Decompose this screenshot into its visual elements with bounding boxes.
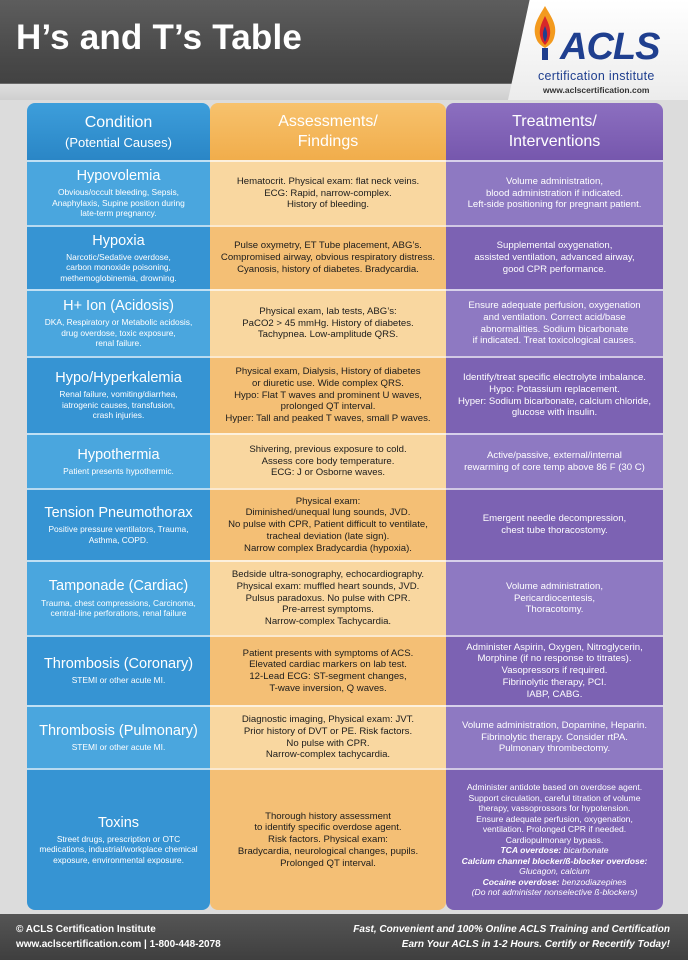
treatment-cell: [446, 635, 663, 705]
assessment-cell: [210, 160, 446, 225]
condition-description: [53, 389, 183, 421]
assessment-cell: [210, 289, 446, 356]
assessment-line: No pulse with CPR.: [286, 737, 370, 749]
assessment-line: PaCO2 > 45 mmHg. History of diabetes.: [242, 317, 414, 329]
treatment-line: if indicated. Treat toxicological causes.: [472, 335, 637, 347]
treatment-line: Fibrinolytic therapy, PCI.: [502, 676, 607, 688]
condition-column: [27, 103, 210, 910]
treatment-cell: [446, 488, 663, 560]
condition-description-line: Obvious/occult bleeding, Sepsis,: [57, 187, 180, 198]
condition-description-line: medications, industrial/workplace chemical: [39, 844, 198, 855]
treatment-antidote-line: [500, 845, 608, 855]
footer-copyright: © ACLS Certification Institute: [16, 924, 156, 935]
treatment-line: Thoracotomy.: [525, 604, 584, 616]
condition-description-line: Narcotic/Sedative overdose,: [66, 251, 171, 262]
condition-description-line: crash injuries.: [92, 410, 145, 421]
treatment-line: chest tube thoracostomy.: [501, 525, 608, 536]
assessment-line: Patient presents with symptoms of ACS.: [242, 647, 414, 659]
assessment-line: Prolonged QT interval.: [280, 857, 376, 869]
treatment-line: therapy, vassoprossors for hypotension.: [478, 803, 631, 814]
assessment-line: Pre-arrest symptoms.: [282, 604, 374, 616]
treatment-line: Emergent needle decompression,: [482, 513, 627, 525]
treatment-line: Volume administration, Dopamine, Heparin.: [461, 719, 648, 731]
condition-description-line: carbon monoxide poisoning,: [66, 262, 171, 273]
treatments-column: [446, 103, 663, 910]
assessment-line: Compromised airway, obvious respiratory distress.: [220, 252, 436, 264]
treatment-line: Ensure adequate perfusion, oxygenation,: [476, 813, 633, 824]
treatment-line: Cardiopulmonary bypass.: [505, 834, 604, 845]
footer-tagline-1: Fast, Convenient and 100% Online ACLS Training and Certification: [353, 924, 670, 935]
assessment-line: Hematocrit. Physical exam: flat neck veins.: [236, 175, 420, 187]
condition-name: Hypothermia: [77, 446, 160, 463]
assessment-line: Elevated cardiac markers on lab test.: [249, 659, 407, 671]
assessments-header-title: Assessments/: [278, 113, 378, 130]
treatments-header-title-2: Interventions: [508, 133, 601, 150]
condition-description: [39, 317, 199, 349]
condition-description: [66, 675, 172, 686]
treatment-cell: [446, 160, 663, 225]
assessment-line: 12-Lead ECG: ST-segment changes,: [249, 671, 407, 682]
treatments-header-title: Treatments/: [512, 113, 597, 130]
footer-contact: www.aclscertification.com | 1-800-448-2078: [16, 939, 221, 950]
treatment-cell: [446, 289, 663, 356]
treatment-line: Volume administration,: [505, 175, 604, 187]
condition-description-line: iatrogenic causes, transfusion,: [61, 399, 176, 410]
assessment-line: Diagnostic imaging, Physical exam: JVT.: [241, 714, 415, 726]
assessment-line: History of bleeding.: [286, 199, 370, 211]
treatment-cell: [446, 768, 663, 910]
treatment-cell: [446, 560, 663, 635]
assessment-line: Narrow-complex Tachycardia.: [264, 616, 392, 628]
flame-torch-icon: [528, 4, 562, 62]
treatment-cell: [446, 225, 663, 289]
assessment-cell: [210, 705, 446, 768]
assessment-cell: [210, 560, 446, 635]
condition-description: [54, 252, 182, 284]
assessment-cell: [210, 488, 446, 560]
treatment-antidote-label: Calcium channel blocker/ß-blocker overdose:: [461, 855, 648, 866]
condition-cell: [27, 560, 210, 635]
assessment-line: Physical exam, Dialysis, History of diabetes: [235, 366, 421, 378]
treatment-antidote-value: Glucagon, calcium: [519, 866, 590, 877]
assessments-header-title-2: Findings: [297, 133, 359, 150]
logo-url: www.aclscertification.com: [543, 85, 650, 95]
condition-cell: [27, 289, 210, 356]
condition-name: Hypoxia: [92, 232, 145, 249]
treatment-line: and ventilation. Correct acid/base: [483, 311, 626, 323]
condition-cell: [27, 768, 210, 910]
condition-description-line: Renal failure, vomiting/diarrhea,: [59, 389, 178, 400]
condition-name: Tamponade (Cardiac): [48, 578, 189, 595]
assessment-line: prolonged QT interval.: [280, 401, 376, 413]
treatment-line: glucose with insulin.: [511, 407, 598, 419]
assessment-line: No pulse with CPR, Patient difficult to ventilate,: [228, 519, 428, 531]
condition-header-subtitle: (Potential Causes): [65, 135, 172, 150]
condition-cell: [27, 225, 210, 289]
assessment-line: Physical exam: muffled heart sounds, JVD.: [236, 580, 420, 592]
assessment-line: Shivering, previous exposure to cold.: [249, 443, 407, 455]
assessment-cell: [210, 433, 446, 488]
hs-and-ts-table: [27, 103, 663, 910]
assessment-cell: [210, 356, 446, 433]
assessment-line: Diminished/unequal lung sounds, JVD.: [245, 507, 411, 519]
treatment-antidote-line: [472, 887, 638, 897]
condition-cell: [27, 635, 210, 705]
treatment-line: Fibrinolytic therapy. Consider rtPA.: [481, 731, 628, 743]
treatment-line: Support circulation, careful titration of volume: [468, 792, 641, 803]
condition-name: H+ Ion (Acidosis): [63, 298, 174, 315]
treatment-line: Volume administration,: [505, 580, 604, 592]
condition-name: Thrombosis (Coronary): [43, 656, 194, 673]
treatment-line: Active/passive, external/internal: [487, 449, 622, 461]
treatments-header: [446, 103, 663, 160]
treatment-line: abnormalities. Sodium bicarbonate: [480, 323, 629, 335]
treatment-line: good CPR performance.: [502, 263, 607, 275]
treatment-antidote-value: (Do not administer nonselective ß-blockers): [471, 887, 638, 898]
condition-name: Toxins: [97, 814, 140, 831]
treatment-line: Supplemental oxygenation,: [496, 240, 613, 252]
treatment-antidote-value: benzodiazepines: [559, 876, 627, 887]
condition-description-line: central-line perforations, renal failure: [50, 608, 187, 619]
condition-description-line: Trauma, chest compressions, Carcinoma,: [41, 597, 196, 608]
treatment-line: Left-side positioning for pregnant patient.: [467, 199, 642, 211]
assessment-line: to identify specific overdose agent.: [254, 822, 402, 834]
treatment-line: Vasopressors if required.: [501, 665, 608, 677]
treatment-line: Morphine (if no response to titrates).: [477, 653, 632, 665]
footer-tagline-2: Earn Your ACLS in 1-2 Hours. Certify or Recertify Today!: [401, 939, 670, 950]
condition-name: Hypovolemia: [76, 168, 161, 185]
assessment-line: T-wave inversion, Q waves.: [269, 682, 387, 694]
assessment-line: Narrow-complex tachycardia.: [265, 749, 391, 761]
assessment-line: ECG: J or Osborne waves.: [270, 467, 386, 479]
treatment-cell: [446, 433, 663, 488]
assessment-line: Tachypnea. Low-amplitude QRS.: [257, 329, 399, 341]
page-title: H’s and T’s Table: [16, 18, 303, 57]
condition-description: [42, 524, 194, 545]
condition-description-line: STEMI or other acute MI.: [71, 675, 166, 686]
assessment-line: Physical exam:: [295, 495, 361, 507]
assessment-cell: [210, 635, 446, 705]
treatment-antidote-line: [462, 856, 648, 866]
condition-header: [27, 103, 210, 160]
assessment-line: Hypo: Flat T waves and prominent U waves,: [234, 389, 422, 401]
treatment-line: Pulmonary thrombectomy.: [498, 743, 611, 755]
condition-header-title: Condition: [84, 114, 153, 131]
treatment-line: ventilation. Prolonged CPR if needed.: [482, 824, 627, 835]
treatment-line: Administer antidote based on overdose agent.: [466, 782, 643, 793]
condition-description-line: methemoglobinemia, drowning.: [60, 272, 177, 283]
assessment-line: Bradycardia, neurological changes, pupils.: [237, 845, 419, 857]
condition-name: Thrombosis (Pulmonary): [39, 722, 198, 739]
condition-description-line: renal failure.: [95, 338, 142, 349]
footer: [0, 914, 688, 960]
assessment-line: Pulsus paradoxus. No pulse with CPR.: [245, 592, 411, 604]
assessment-line: Risk factors. Physical exam:: [268, 834, 388, 846]
logo-wordmark: ACLS: [560, 26, 660, 68]
condition-description-line: Asthma, COPD.: [88, 534, 149, 545]
assessment-line: tracheal deviation (late sign).: [266, 530, 390, 542]
treatment-line: Ensure adequate perfusion, oxygenation: [468, 300, 641, 312]
treatment-line: Identify/treat specific electrolyte imbalance.: [463, 372, 646, 384]
treatment-line: rewarming of core temp above 86 F (30 C): [464, 461, 645, 473]
treatment-line: assisted ventilation, advanced airway,: [474, 252, 635, 264]
assessment-line: Bedside ultra-sonography, echocardiography.: [231, 569, 425, 581]
condition-description: [35, 598, 202, 619]
treatment-line: Pericardiocentesis,: [513, 592, 596, 604]
condition-cell: [27, 705, 210, 768]
condition-description-line: Positive pressure ventilators, Trauma,: [48, 524, 189, 535]
treatment-cell: [446, 705, 663, 768]
treatment-line: blood administration if indicated.: [485, 187, 624, 199]
treatment-antidote-line: [519, 866, 590, 876]
condition-description-line: exposure, environmental exposure.: [53, 854, 184, 865]
condition-name: Tension Pneumothorax: [44, 504, 193, 521]
assessment-line: Thorough history assessment: [265, 810, 391, 822]
treatment-cell: [446, 356, 663, 433]
assessment-line: or diuretic use. Wide complex QRS.: [252, 377, 404, 389]
condition-description-line: Anaphylaxis, Supine position during: [52, 197, 185, 208]
treatment-line: IABP, CABG.: [526, 688, 583, 700]
assessment-line: Pulse oxymetry, ET Tube placement, ABG’s.: [234, 240, 422, 252]
treatment-antidote-value: bicarbonate: [561, 845, 609, 856]
condition-description-line: Street drugs, prescription or OTC: [56, 833, 181, 844]
treatment-line: Administer Aspirin, Oxygen, Nitroglycerin,: [466, 641, 643, 653]
treatment-line: Hypo: Potassium replacement.: [489, 383, 620, 395]
treatment-antidote-label: TCA overdose:: [500, 845, 562, 856]
assessment-line: Cyanosis, history of diabetes. Bradycardia.: [237, 263, 419, 275]
condition-description: [33, 834, 203, 866]
assessment-line: Prior history of DVT or PE. Risk factors.: [243, 725, 413, 737]
treatment-antidote-line: [483, 877, 627, 887]
assessment-line: Assess core body temperature.: [261, 455, 395, 467]
assessment-cell: [210, 768, 446, 910]
condition-description-line: drug overdose, toxic exposure,: [61, 327, 176, 338]
condition-name: Hypo/Hyperkalemia: [55, 370, 182, 387]
condition-description-line: Patient presents hypothermic.: [63, 465, 174, 476]
condition-description-line: late-term pregnancy.: [80, 208, 157, 219]
condition-cell: [27, 160, 210, 225]
assessment-line: Narrow complex Bradycardia (hypoxia).: [244, 542, 412, 554]
assessment-line: ECG: Rapid, narrow-complex.: [264, 187, 392, 199]
condition-cell: [27, 433, 210, 488]
treatment-antidote-label: Cocaine overdose:: [482, 876, 560, 887]
assessment-line: Physical exam, lab tests, ABG’s:: [259, 305, 397, 317]
assessment-line: Hyper: Tall and peaked T waves, small P waves.: [225, 413, 431, 425]
condition-description: [57, 466, 180, 477]
condition-cell: [27, 488, 210, 560]
condition-description-line: STEMI or other acute MI.: [71, 741, 166, 752]
condition-cell: [27, 356, 210, 433]
assessment-cell: [210, 225, 446, 289]
logo-subtitle: certification institute: [538, 69, 655, 83]
assessments-header: [210, 103, 446, 160]
condition-description: [66, 742, 172, 753]
treatment-line: Hyper: Sodium bicarbonate, calcium chloride,: [457, 395, 652, 407]
condition-description: [46, 187, 191, 219]
condition-description-line: DKA, Respiratory or Metabolic acidosis,: [44, 317, 193, 328]
assessments-column: [210, 103, 446, 910]
